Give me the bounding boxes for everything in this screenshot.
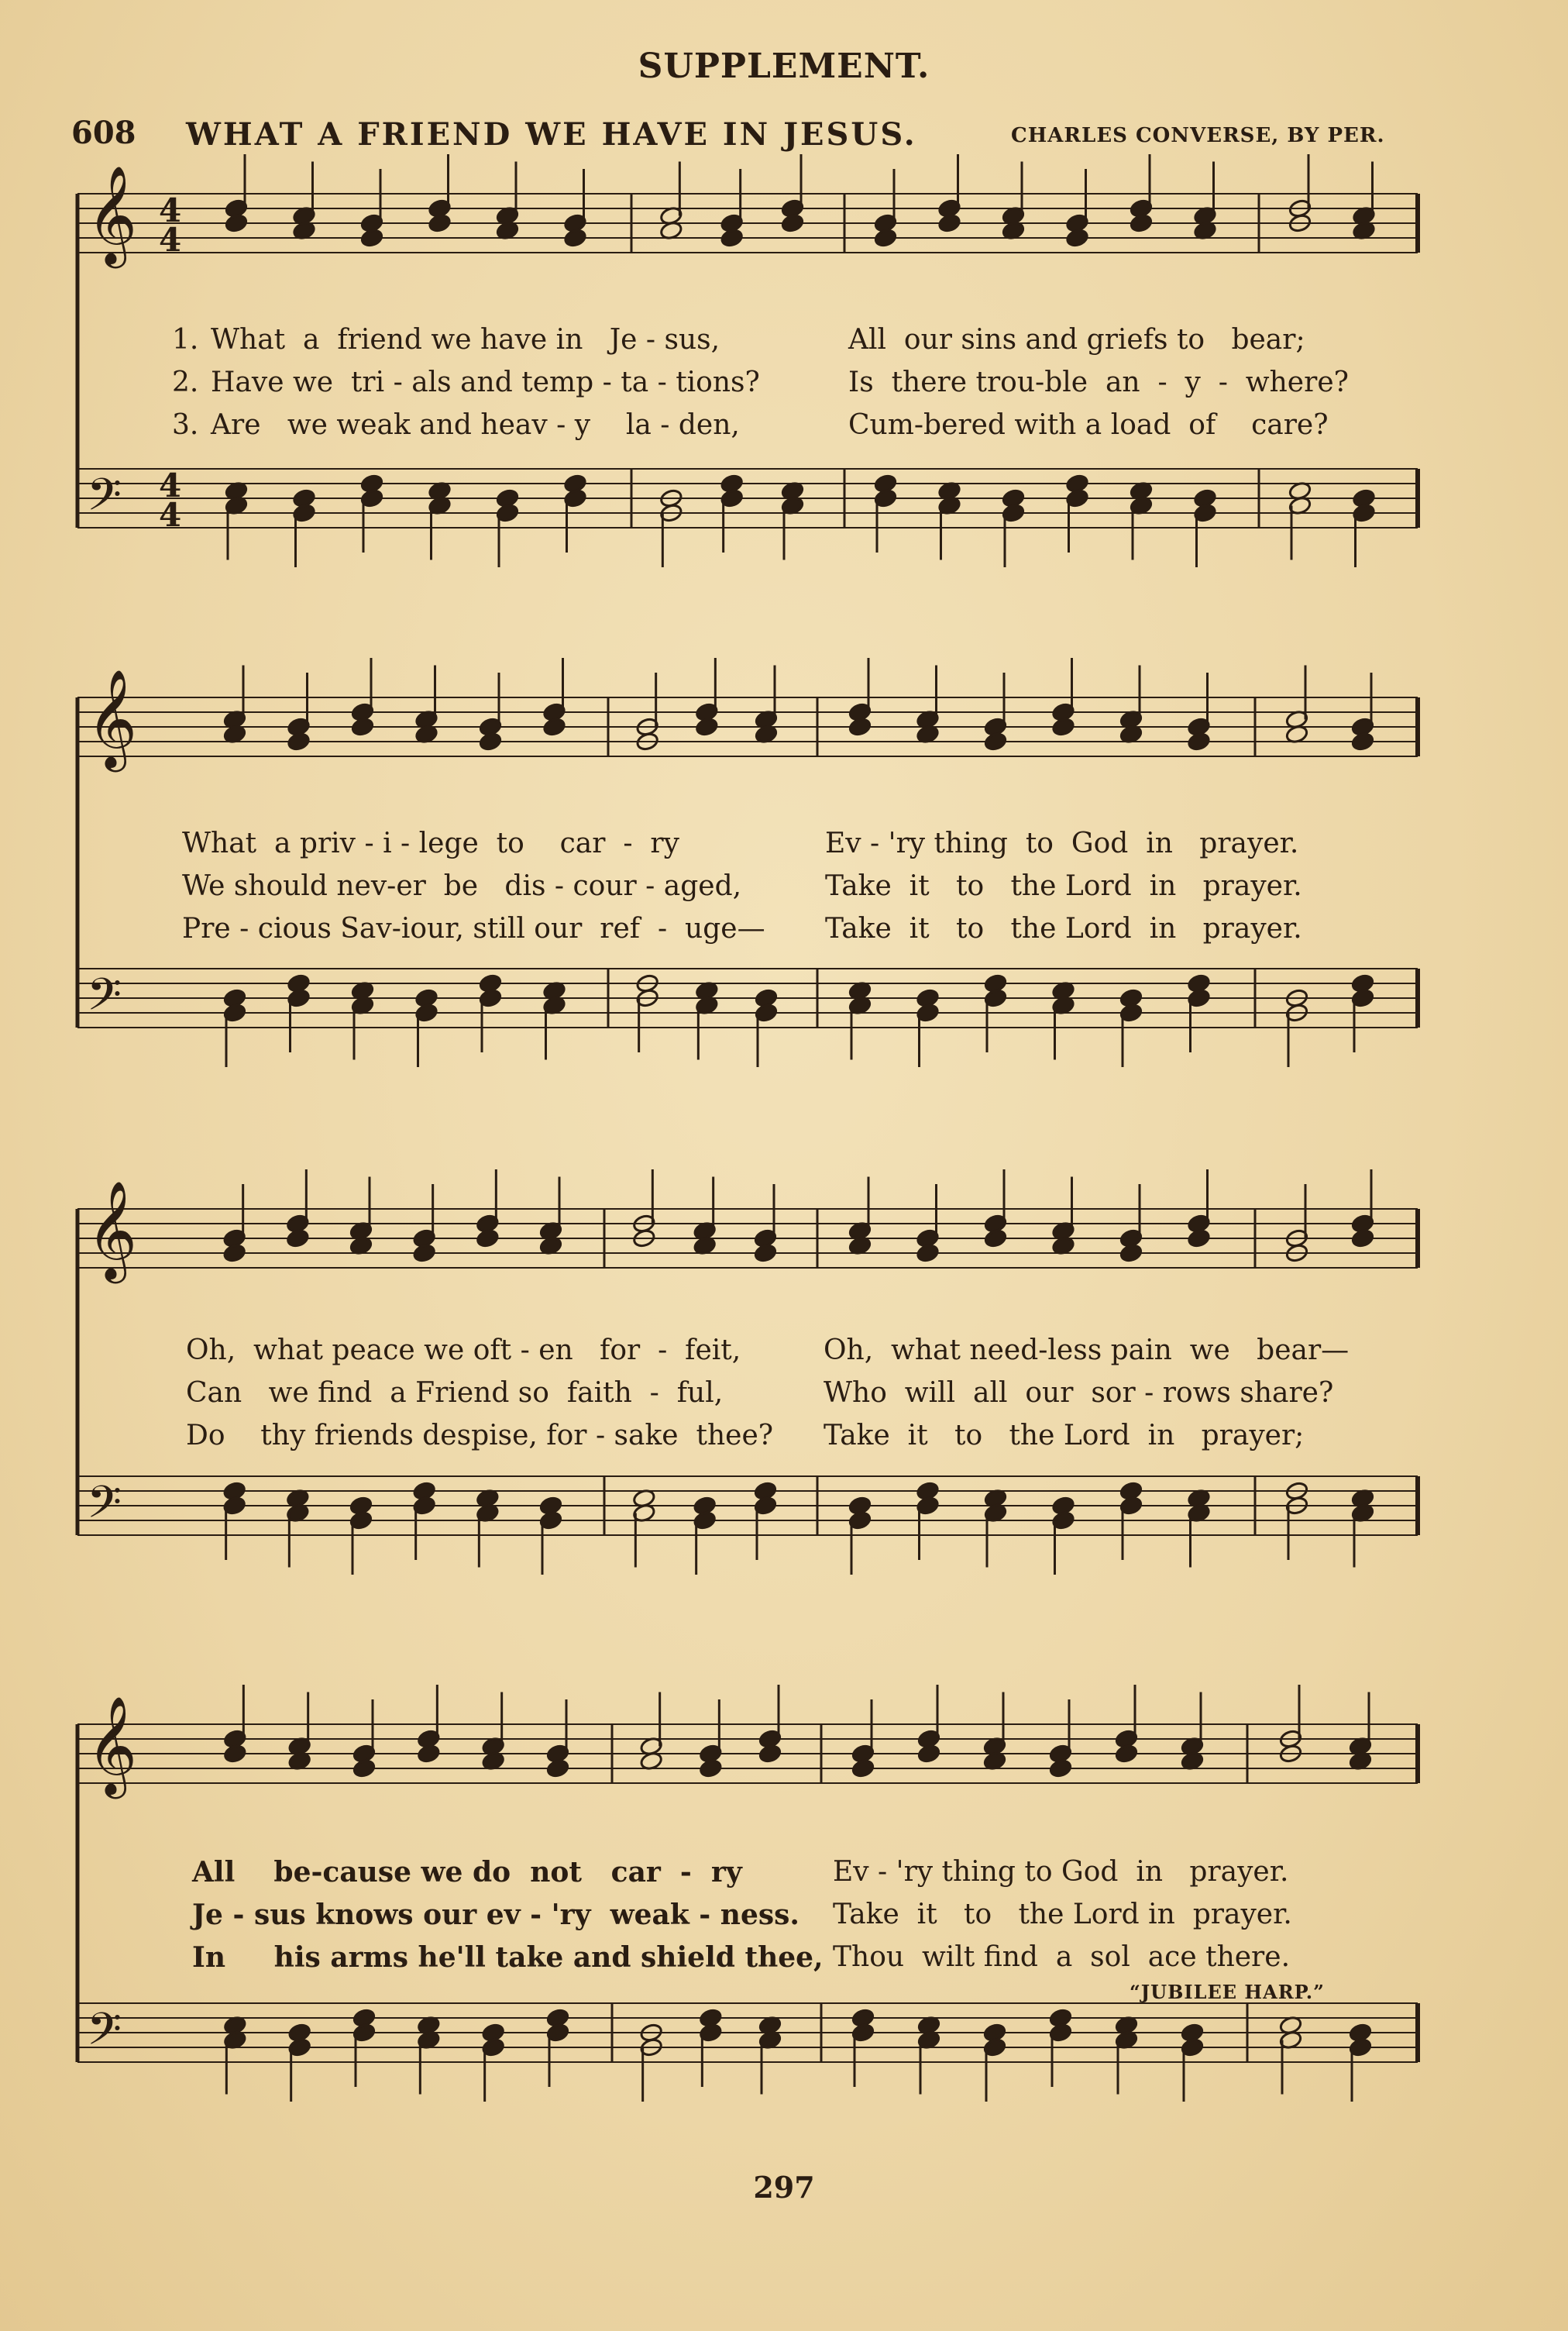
composer-credit: CHARLES CONVERSE, BY PER.: [1011, 124, 1385, 147]
lyric-line: Pre - cious Sav-iour, still our ref - uge—: [182, 913, 765, 945]
lyric-line: Take it to the Lord in prayer.: [825, 913, 1302, 945]
note-head: [223, 1744, 247, 1764]
note-head: [563, 228, 587, 248]
note-head: [479, 732, 503, 752]
note-head: [937, 213, 961, 233]
section-heading: SUPPLEMENT.: [638, 46, 930, 86]
lyric-line: Do thy friends despise, for - sake thee?: [186, 1420, 774, 1451]
page-number: 297: [753, 2170, 815, 2205]
note-head: [695, 717, 719, 737]
tune-source: “JUBILEE HARP.”: [1130, 1981, 1325, 2003]
note-head: [546, 1758, 570, 1778]
bass-clef-icon: 𝄢: [87, 1475, 122, 1540]
note-head: [758, 1744, 782, 1764]
treble-clef-icon: 𝄞: [87, 1179, 138, 1279]
note-head: [1119, 1243, 1143, 1263]
note-head: [222, 1243, 246, 1263]
note-head: [851, 1758, 875, 1778]
lyric-line: In his arms he'll take and shield thee,: [192, 1941, 824, 1974]
note-head: [754, 1243, 778, 1263]
note-head: [412, 1243, 436, 1263]
hymn-number: 608: [71, 115, 136, 151]
note-head: [848, 717, 872, 737]
lyric-line: Who will all our sor - rows share?: [824, 1377, 1334, 1409]
note-head: [699, 1758, 723, 1778]
lyric-line: What a priv - i - lege to car - ry: [182, 828, 679, 859]
time-signature-top: 4: [159, 191, 182, 230]
lyric-line: 2. Have we tri - als and temp - ta - tions?: [172, 367, 760, 398]
note-head: [360, 228, 384, 248]
note-head: [916, 1243, 940, 1263]
lyric-line: Oh, what peace we oft - en for - feit,: [186, 1334, 741, 1366]
note-head: [1187, 1228, 1211, 1248]
lyric-line: Is there trou-ble an - y - where?: [848, 367, 1349, 398]
lyric-line: Can we find a Friend so faith - ful,: [186, 1377, 724, 1409]
lyric-line: Ev - 'ry thing to God in prayer.: [833, 1856, 1289, 1888]
lyric-line: Take it to the Lord in prayer;: [824, 1420, 1305, 1451]
lyric-line: Thou wilt find a sol ace there.: [833, 1941, 1291, 1973]
note-head: [781, 213, 805, 233]
note-head: [984, 1228, 1008, 1248]
lyric-line: All our sins and griefs to bear;: [848, 324, 1305, 356]
lyric-line: 1. What a friend we have in Je - sus,: [172, 324, 720, 356]
note-head: [1130, 213, 1154, 233]
lyric-line: Ev - 'ry thing to God in prayer.: [825, 828, 1299, 859]
lyric-line: Cum-bered with a load of care?: [848, 409, 1329, 441]
note-head: [417, 1744, 441, 1764]
note-head: [351, 717, 375, 737]
hymn-title: WHAT A FRIEND WE HAVE IN JESUS.: [186, 116, 917, 153]
time-signature-top: 4: [159, 467, 182, 505]
note-head: [1351, 1228, 1375, 1248]
lyric-line: 3. Are we weak and heav - y la - den,: [172, 409, 740, 441]
note-head: [286, 1228, 310, 1248]
note-head: [1187, 732, 1211, 752]
treble-clef-icon: 𝄞: [87, 668, 138, 768]
note-head: [1049, 1758, 1073, 1778]
note-head: [1115, 1744, 1139, 1764]
note-head: [542, 717, 566, 737]
lyric-line: All be-cause we do not car - ry: [192, 1856, 742, 1889]
note-head: [720, 228, 744, 248]
bass-clef-icon: 𝄢: [87, 2002, 122, 2067]
note-head: [1051, 717, 1075, 737]
lyric-line: Take it to the Lord in prayer.: [833, 1899, 1292, 1930]
note-head: [1351, 732, 1375, 752]
treble-clef-icon: 𝄞: [87, 1695, 138, 1795]
note-head: [1065, 228, 1089, 248]
note-head: [984, 732, 1008, 752]
note-head: [874, 228, 898, 248]
lyric-line: Je - sus knows our ev - 'ry weak - ness.: [192, 1899, 799, 1931]
lyric-line: Take it to the Lord in prayer.: [825, 870, 1302, 902]
note-head: [476, 1228, 500, 1248]
time-signature-bottom: 4: [159, 496, 182, 535]
note-head: [287, 732, 311, 752]
note-head: [352, 1758, 377, 1778]
treble-clef-icon: 𝄞: [87, 164, 138, 264]
time-signature-bottom: 4: [159, 221, 182, 260]
lyric-line: Oh, what need-less pain we bear—: [824, 1334, 1350, 1366]
note-head: [428, 213, 452, 233]
lyric-line: We should nev-er be dis - cour - aged,: [182, 870, 742, 902]
bass-clef-icon: 𝄢: [87, 968, 122, 1032]
note-head: [917, 1744, 941, 1764]
note-head: [225, 213, 249, 233]
bass-clef-icon: 𝄢: [87, 468, 122, 532]
